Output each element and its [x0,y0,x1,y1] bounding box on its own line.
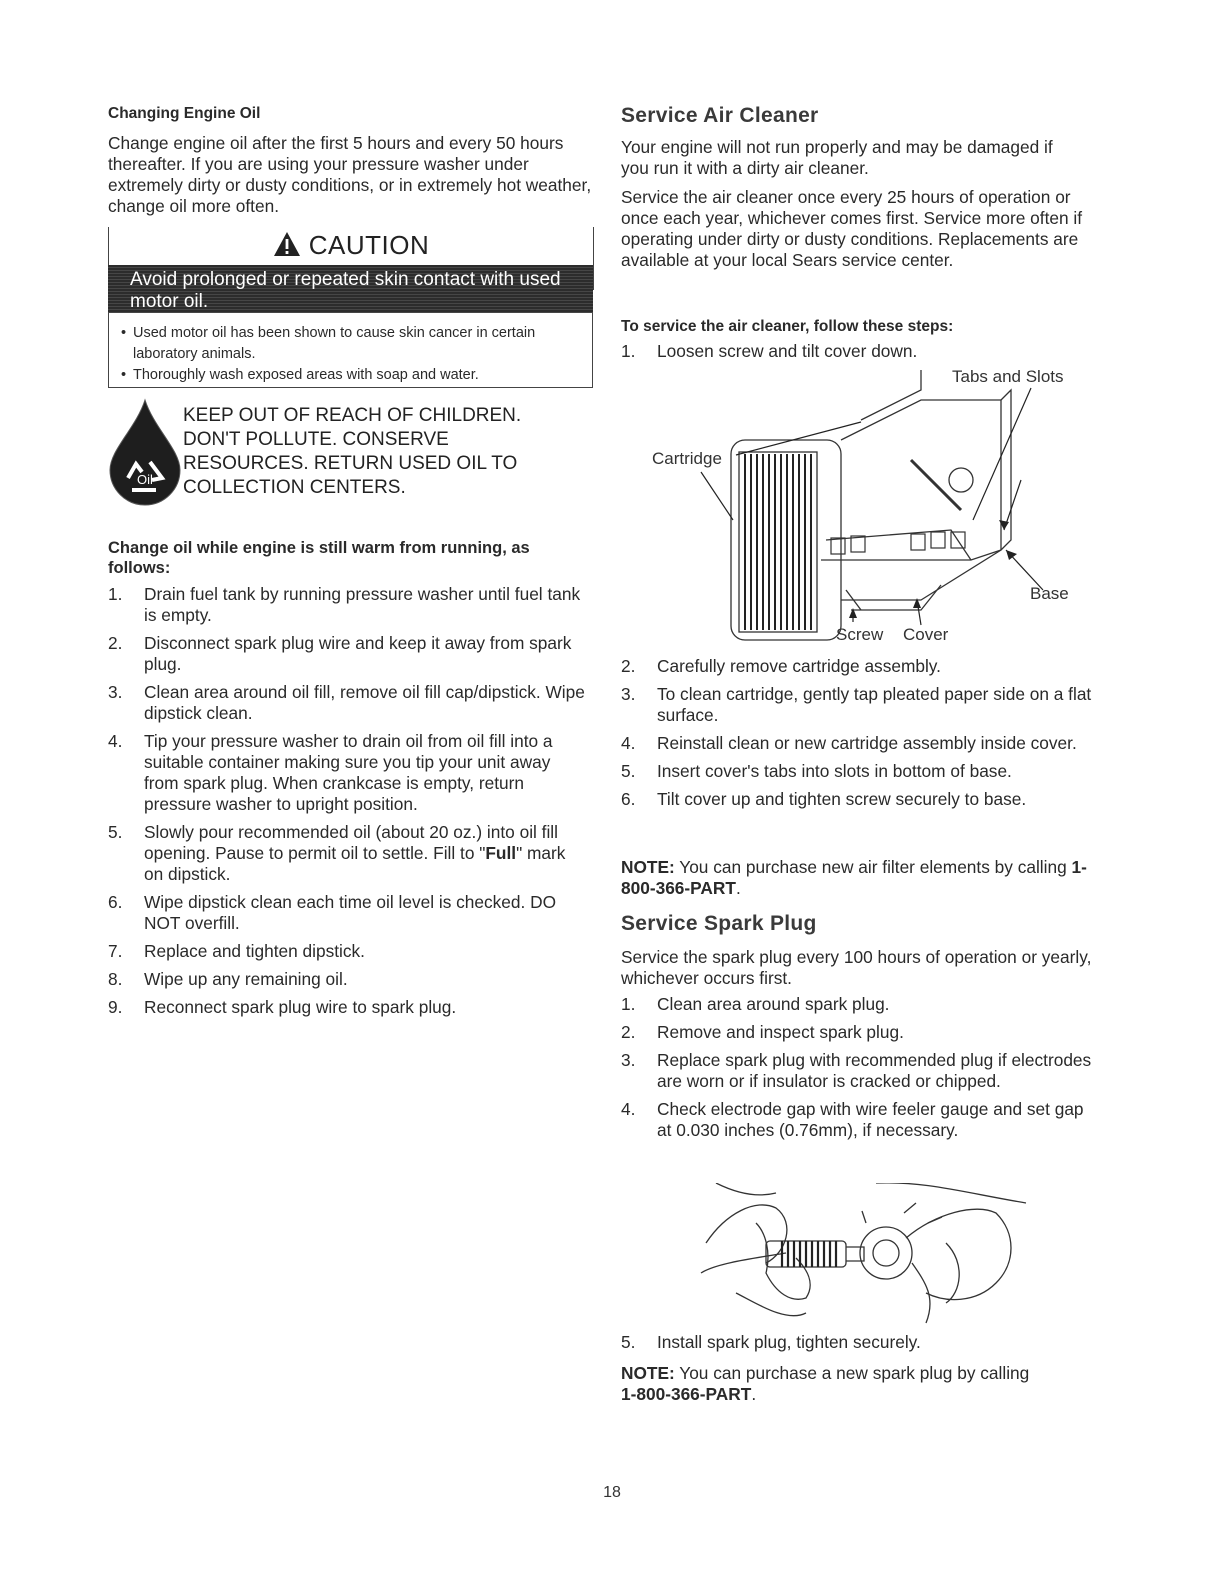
air-cleaner-steps-heading: To service the air cleaner, follow these steps: [621,318,954,335]
list-item: 4. Tip your pressure washer to drain oil from oil fill into a suitable container making sure you tip your unit away from spark plug. When crankcase is empty, return pressure washer to upright position. [108,731,553,814]
oil-icon-label: Oil [137,472,153,487]
fig-label-cartridge: Cartridge [652,449,722,468]
list-item: 6. Tilt cover up and tighten screw securely to base. [621,789,1027,809]
plug-note: NOTE: You can purchase a new spark plug by calling 1-800-366-PART. [621,1363,1030,1404]
list-item: 5. Slowly pour recommended oil (about 20 oz.) into oil fill opening. Pause to permit oil to settle. Fill to "Full" mark on dipstick. [108,822,566,884]
changing-oil-heading: Changing Engine Oil [108,105,261,122]
oil-intro-paragraph: Change engine oil after the first 5 hours and every 50 hours thereafter. If you are using your pressure washer under extremely dirty or dusty conditions, or in extremely hot weather, change oil more often. [108,133,592,216]
list-item: 3. Replace spark plug with recommended plug if electrodes are worn or if insulator is cracked or chipped. [621,1050,1092,1091]
air-cleaner-heading: Service Air Cleaner [621,104,819,127]
list-item: 5. Install spark plug, tighten securely. [621,1332,921,1352]
list-item: 6. Wipe dipstick clean each time oil level is checked. DO NOT overfill. [108,892,557,933]
caution-band: Avoid prolonged or repeated skin contact with used motor oil. [108,265,593,313]
caution-title [109,227,593,263]
fig-label-tabs-slots: Tabs and Slots [952,367,1064,386]
list-item: 2. Disconnect spark plug wire and keep it away from spark plug. [108,633,572,674]
fig-label-cover: Cover [903,625,949,644]
oil-recycle-drop-icon [106,398,184,506]
air-note: NOTE: You can purchase new air filter elements by calling 1-800-366-PART. [621,857,1087,898]
warning-triangle-icon [273,231,301,257]
list-item: 1. Clean area around spark plug. [621,994,890,1014]
list-item: 9. Reconnect spark plug wire to spark plug. [108,997,457,1017]
air-steps-list [621,656,1101,817]
fig-label-screw: Screw [836,625,884,644]
list-item: 3. To clean cartridge, gently tap pleated paper side on a flat surface. [621,684,1092,725]
air-step1-list [621,341,1101,362]
list-item: 1. Drain fuel tank by running pressure washer until fuel tank is empty. [108,584,581,625]
list-item: 3. Clean area around oil fill, remove oil fill cap/dipstick. Wipe dipstick clean. [108,682,585,723]
warm-oil-heading: Change oil while engine is still warm from running, as follows: [108,539,530,577]
caution-bullet: • Thoroughly wash exposed areas with soap and water. [121,367,479,383]
keep-out-notice: KEEP OUT OF REACH OF CHILDREN. DON'T POLLUTE. CONSERVE RESOURCES. RETURN USED OIL TO COLLECTION CENTERS. [183,405,522,498]
list-item: 1. Loosen screw and tilt cover down. [621,341,918,361]
list-item: 8. Wipe up any remaining oil. [108,969,348,989]
spark-plug-heading: Service Spark Plug [621,912,817,935]
page-number: 18 [603,1484,621,1501]
list-item: 5. Insert cover's tabs into slots in bottom of base. [621,761,1012,781]
air-cleaner-diagram [621,360,1101,650]
caution-notes [108,313,593,388]
fig-label-base: Base [1030,584,1069,603]
list-item: 2. Remove and inspect spark plug. [621,1022,904,1042]
list-item: 4. Check electrode gap with wire feeler gauge and set gap at 0.030 inches (0.76mm), if necessary. [621,1099,1084,1140]
spark-plug-gap-diagram [696,1183,1036,1331]
plug-step5-list [621,1332,1101,1353]
caution-bullet: • Used motor oil has been shown to cause skin cancer in certain laboratory animals. [121,325,536,362]
list-item: 7. Replace and tighten dipstick. [108,941,365,961]
list-item: 4. Reinstall clean or new cartridge assembly inside cover. [621,733,1077,753]
spark-plug-intro: Service the spark plug every 100 hours of operation or yearly, whichever occurs first. [621,947,1092,988]
plug-steps-list [621,994,1101,1148]
list-item: 2. Carefully remove cartridge assembly. [621,656,941,676]
air-cleaner-p1: Your engine will not run properly and may be damaged if you run it with a dirty air cleaner. [621,137,1053,178]
caution-title-text: CAUTION [308,230,430,260]
oil-steps-list [108,584,588,1025]
air-cleaner-p2: Service the air cleaner once every 25 hours of operation or once each year, whichever comes first. Service more often if operating under dirty or dusty conditions. Replacements are available at your local Sears service center. [621,187,1083,270]
